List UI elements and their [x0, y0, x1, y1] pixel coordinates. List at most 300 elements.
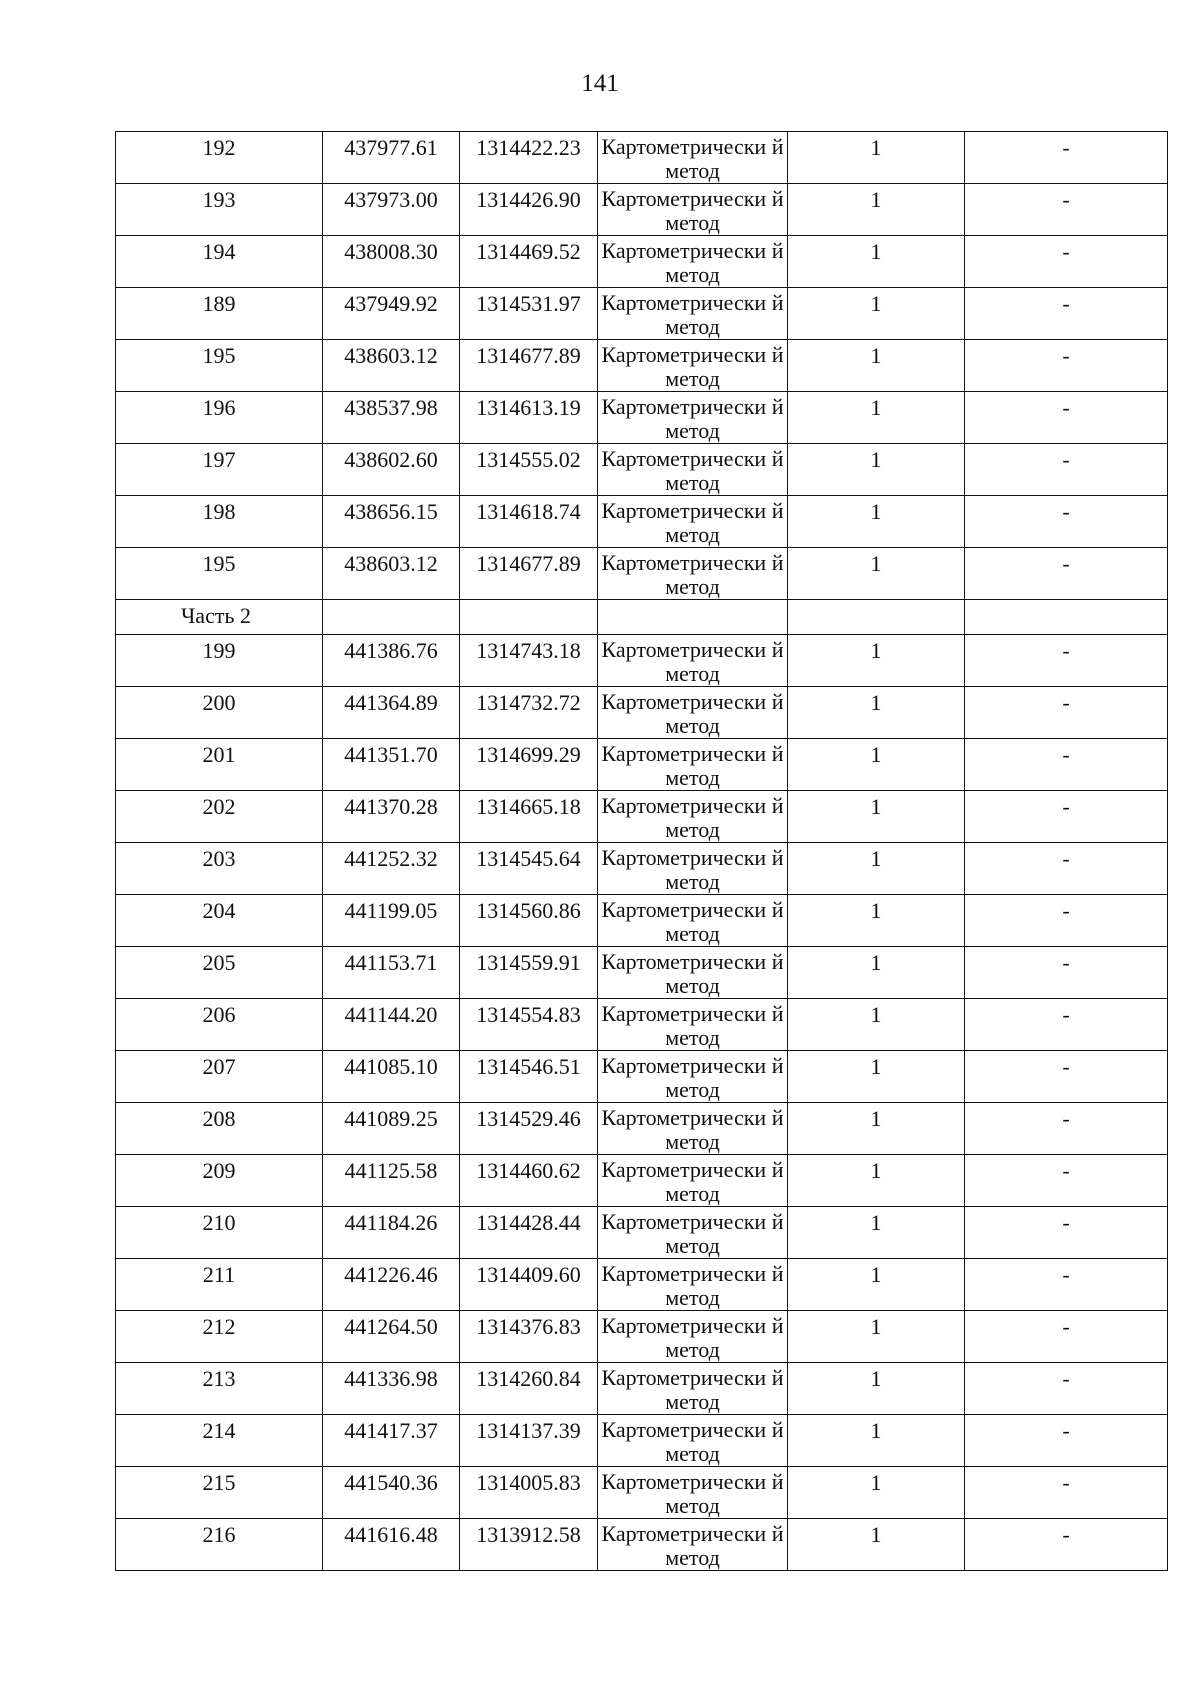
note-cell-text: - — [1062, 1418, 1070, 1443]
method-cell — [598, 236, 788, 288]
note-cell — [965, 1259, 1168, 1311]
point-number-cell — [116, 739, 323, 791]
note-cell-text: - — [1062, 135, 1070, 160]
table-row — [116, 1519, 1168, 1571]
note-cell-text: - — [1062, 1470, 1070, 1495]
accuracy-cell — [788, 288, 965, 340]
table-row — [116, 739, 1168, 791]
accuracy-cell-text: 1 — [870, 1314, 882, 1339]
table-row — [116, 999, 1168, 1051]
table-row — [116, 392, 1168, 444]
note-cell-text: - — [1062, 638, 1070, 663]
note-cell — [965, 392, 1168, 444]
x-coordinate-cell — [323, 444, 460, 496]
accuracy-cell-text: 1 — [870, 499, 882, 524]
y-coordinate-cell-text: 1314677.89 — [476, 551, 581, 576]
note-cell — [965, 1363, 1168, 1415]
x-coordinate-cell — [323, 288, 460, 340]
point-number-cell — [116, 496, 323, 548]
table-row — [116, 1311, 1168, 1363]
point-number-cell — [116, 791, 323, 843]
accuracy-cell — [788, 496, 965, 548]
accuracy-cell-text: 1 — [870, 343, 882, 368]
y-coordinate-cell-text: 1314560.86 — [476, 898, 581, 923]
accuracy-cell — [788, 791, 965, 843]
note-cell-text: - — [1062, 1054, 1070, 1079]
table-row — [116, 496, 1168, 548]
section-row — [116, 600, 1168, 635]
note-cell — [965, 236, 1168, 288]
accuracy-cell-text: 1 — [870, 1002, 882, 1027]
accuracy-cell — [788, 1311, 965, 1363]
point-number-cell-text: 195 — [202, 343, 236, 368]
y-coordinate-cell — [460, 895, 598, 947]
accuracy-cell — [788, 236, 965, 288]
note-cell — [965, 132, 1168, 184]
x-coordinate-cell-text: 441386.76 — [344, 638, 438, 663]
table-row — [116, 1103, 1168, 1155]
x-coordinate-cell-text: 441153.71 — [344, 950, 438, 975]
y-coordinate-cell — [460, 496, 598, 548]
y-coordinate-cell-text: 1314422.23 — [476, 135, 581, 160]
point-number-cell-text: 198 — [202, 499, 236, 524]
x-coordinate-cell — [323, 548, 460, 600]
method-cell — [598, 1103, 788, 1155]
point-number-cell — [116, 947, 323, 999]
note-cell — [965, 548, 1168, 600]
x-coordinate-cell-text: 441336.98 — [344, 1366, 438, 1391]
table-row — [116, 1415, 1168, 1467]
y-coordinate-cell — [460, 1207, 598, 1259]
y-coordinate-cell-text: 1314699.29 — [476, 742, 581, 767]
y-coordinate-cell — [460, 1363, 598, 1415]
method-cell — [598, 999, 788, 1051]
method-cell-text: Картометрически й метод — [601, 1209, 784, 1258]
accuracy-cell-text: 1 — [870, 1210, 882, 1235]
point-number-cell-text: 196 — [202, 395, 236, 420]
accuracy-cell-text: 1 — [870, 239, 882, 264]
note-cell-text: - — [1062, 1002, 1070, 1027]
x-coordinate-cell — [323, 1467, 460, 1519]
table-row — [116, 791, 1168, 843]
table-row — [116, 236, 1168, 288]
accuracy-cell-text: 1 — [870, 551, 882, 576]
note-cell-text: - — [1062, 1522, 1070, 1547]
accuracy-cell-text: 1 — [870, 1106, 882, 1131]
note-cell-text: - — [1062, 1262, 1070, 1287]
note-cell — [965, 496, 1168, 548]
y-coordinate-cell — [460, 236, 598, 288]
y-coordinate-cell-text: 1314559.91 — [476, 950, 581, 975]
method-cell-text: Картометрически й метод — [601, 793, 784, 842]
note-cell-text: - — [1062, 898, 1070, 923]
y-coordinate-cell — [460, 635, 598, 687]
accuracy-cell-text: 1 — [870, 1522, 882, 1547]
accuracy-cell-text: 1 — [870, 135, 882, 160]
method-cell-text: Картометрически й метод — [601, 897, 784, 946]
y-coordinate-cell — [460, 340, 598, 392]
point-number-cell-text: 201 — [202, 742, 236, 767]
y-coordinate-cell — [460, 999, 598, 1051]
x-coordinate-cell-text: 438008.30 — [344, 239, 438, 264]
point-number-cell — [116, 635, 323, 687]
x-coordinate-cell — [323, 1051, 460, 1103]
x-coordinate-cell-text: 437973.00 — [344, 187, 438, 212]
point-number-cell — [116, 548, 323, 600]
note-cell-text: - — [1062, 395, 1070, 420]
y-coordinate-cell-text: 1314529.46 — [476, 1106, 581, 1131]
accuracy-cell-text: 1 — [870, 638, 882, 663]
method-cell-text: Картометрически й метод — [601, 689, 784, 738]
point-number-cell — [116, 1207, 323, 1259]
table-row — [116, 444, 1168, 496]
y-coordinate-cell — [460, 843, 598, 895]
method-cell-text: Картометрически й метод — [601, 1261, 784, 1310]
accuracy-cell — [788, 548, 965, 600]
note-cell-text: - — [1062, 1314, 1070, 1339]
accuracy-cell-text: 1 — [870, 898, 882, 923]
point-number-cell-text: 212 — [202, 1314, 236, 1339]
accuracy-cell-text: 1 — [870, 1366, 882, 1391]
x-coordinate-cell — [323, 999, 460, 1051]
method-cell-text: Картометрически й метод — [601, 342, 784, 391]
note-cell — [965, 999, 1168, 1051]
y-coordinate-cell-text: 1314732.72 — [476, 690, 581, 715]
point-number-cell-text: 194 — [202, 239, 236, 264]
accuracy-cell — [788, 184, 965, 236]
x-coordinate-cell-text: 441089.25 — [344, 1106, 438, 1131]
accuracy-cell — [788, 687, 965, 739]
note-cell-text: - — [1062, 1158, 1070, 1183]
x-coordinate-cell — [323, 1415, 460, 1467]
point-number-cell — [116, 236, 323, 288]
accuracy-cell-text: 1 — [870, 1262, 882, 1287]
y-coordinate-cell-text: 1314460.62 — [476, 1158, 581, 1183]
point-number-cell-text: 195 — [202, 551, 236, 576]
empty-cell — [460, 600, 598, 635]
point-number-cell-text: 202 — [202, 794, 236, 819]
note-cell-text: - — [1062, 950, 1070, 975]
note-cell — [965, 340, 1168, 392]
accuracy-cell-text: 1 — [870, 846, 882, 871]
method-cell-text: Картометрически й метод — [601, 637, 784, 686]
table-row — [116, 895, 1168, 947]
accuracy-cell — [788, 1415, 965, 1467]
accuracy-cell-text: 1 — [870, 742, 882, 767]
y-coordinate-cell — [460, 184, 598, 236]
method-cell — [598, 392, 788, 444]
point-number-cell — [116, 687, 323, 739]
x-coordinate-cell-text: 441417.37 — [344, 1418, 438, 1443]
note-cell-text: - — [1062, 1210, 1070, 1235]
note-cell — [965, 444, 1168, 496]
accuracy-cell — [788, 999, 965, 1051]
note-cell — [965, 791, 1168, 843]
accuracy-cell-text: 1 — [870, 1054, 882, 1079]
page-number: 141 — [581, 70, 619, 97]
accuracy-cell-text: 1 — [870, 187, 882, 212]
method-cell-text: Картометрически й метод — [601, 1053, 784, 1102]
y-coordinate-cell — [460, 791, 598, 843]
x-coordinate-cell — [323, 1519, 460, 1571]
x-coordinate-cell — [323, 1363, 460, 1415]
method-cell-text: Картометрически й метод — [601, 741, 784, 790]
note-cell — [965, 288, 1168, 340]
note-cell-text: - — [1062, 343, 1070, 368]
accuracy-cell-text: 1 — [870, 690, 882, 715]
note-cell — [965, 895, 1168, 947]
accuracy-cell — [788, 444, 965, 496]
x-coordinate-cell-text: 437977.61 — [344, 135, 438, 160]
table-row — [116, 1207, 1168, 1259]
point-number-cell — [116, 1467, 323, 1519]
y-coordinate-cell-text: 1313912.58 — [476, 1522, 581, 1547]
method-cell — [598, 1207, 788, 1259]
method-cell — [598, 340, 788, 392]
y-coordinate-cell — [460, 1311, 598, 1363]
table-row — [116, 548, 1168, 600]
note-cell — [965, 1155, 1168, 1207]
y-coordinate-cell — [460, 687, 598, 739]
table-row — [116, 1051, 1168, 1103]
point-number-cell-text: 214 — [202, 1418, 236, 1443]
x-coordinate-cell-text: 438537.98 — [344, 395, 438, 420]
note-cell — [965, 184, 1168, 236]
point-number-cell-text: 213 — [202, 1366, 236, 1391]
y-coordinate-cell — [460, 132, 598, 184]
accuracy-cell-text: 1 — [870, 1418, 882, 1443]
section-label: Часть 2 — [181, 603, 251, 628]
method-cell — [598, 548, 788, 600]
accuracy-cell-text: 1 — [870, 395, 882, 420]
y-coordinate-cell — [460, 392, 598, 444]
coordinates-table — [115, 131, 1168, 1571]
y-coordinate-cell-text: 1314260.84 — [476, 1366, 581, 1391]
method-cell — [598, 791, 788, 843]
method-cell-text: Картометрически й метод — [601, 1313, 784, 1362]
point-number-cell-text: 205 — [202, 950, 236, 975]
point-number-cell-text: 210 — [202, 1210, 236, 1235]
point-number-cell-text: 203 — [202, 846, 236, 871]
point-number-cell-text: 200 — [202, 690, 236, 715]
x-coordinate-cell — [323, 739, 460, 791]
accuracy-cell-text: 1 — [870, 950, 882, 975]
accuracy-cell — [788, 1207, 965, 1259]
y-coordinate-cell-text: 1314469.52 — [476, 239, 581, 264]
x-coordinate-cell-text: 438602.60 — [344, 447, 438, 472]
x-coordinate-cell-text: 441370.28 — [344, 794, 438, 819]
method-cell-text: Картометрически й метод — [601, 238, 784, 287]
method-cell — [598, 739, 788, 791]
point-number-cell-text: 207 — [202, 1054, 236, 1079]
method-cell — [598, 1467, 788, 1519]
point-number-cell-text: 197 — [202, 447, 236, 472]
point-number-cell-text: 189 — [202, 291, 236, 316]
point-number-cell — [116, 1519, 323, 1571]
accuracy-cell-text: 1 — [870, 1470, 882, 1495]
point-number-cell — [116, 1259, 323, 1311]
x-coordinate-cell — [323, 236, 460, 288]
x-coordinate-cell — [323, 895, 460, 947]
table-row — [116, 947, 1168, 999]
note-cell-text: - — [1062, 1366, 1070, 1391]
x-coordinate-cell-text: 441199.05 — [344, 898, 438, 923]
y-coordinate-cell — [460, 288, 598, 340]
y-coordinate-cell — [460, 1051, 598, 1103]
method-cell-text: Картометрически й метод — [601, 1157, 784, 1206]
x-coordinate-cell — [323, 1311, 460, 1363]
y-coordinate-cell-text: 1314554.83 — [476, 1002, 581, 1027]
x-coordinate-cell-text: 437949.92 — [344, 291, 438, 316]
accuracy-cell — [788, 947, 965, 999]
point-number-cell — [116, 288, 323, 340]
table-row — [116, 1363, 1168, 1415]
y-coordinate-cell-text: 1314005.83 — [476, 1470, 581, 1495]
note-cell-text: - — [1062, 447, 1070, 472]
x-coordinate-cell — [323, 1103, 460, 1155]
method-cell — [598, 1363, 788, 1415]
method-cell — [598, 288, 788, 340]
y-coordinate-cell — [460, 444, 598, 496]
x-coordinate-cell — [323, 132, 460, 184]
note-cell — [965, 1311, 1168, 1363]
method-cell — [598, 1051, 788, 1103]
accuracy-cell — [788, 1051, 965, 1103]
method-cell-text: Картометрически й метод — [601, 1417, 784, 1466]
table-row — [116, 1467, 1168, 1519]
point-number-cell — [116, 184, 323, 236]
note-cell-text: - — [1062, 551, 1070, 576]
accuracy-cell — [788, 1519, 965, 1571]
note-cell — [965, 1519, 1168, 1571]
x-coordinate-cell-text: 441264.50 — [344, 1314, 438, 1339]
method-cell — [598, 444, 788, 496]
x-coordinate-cell-text: 441616.48 — [344, 1522, 438, 1547]
method-cell — [598, 1519, 788, 1571]
y-coordinate-cell-text: 1314665.18 — [476, 794, 581, 819]
empty-cell — [323, 600, 460, 635]
x-coordinate-cell-text: 441252.32 — [344, 846, 438, 871]
y-coordinate-cell-text: 1314618.74 — [476, 499, 581, 524]
note-cell — [965, 1415, 1168, 1467]
table-row — [116, 288, 1168, 340]
note-cell-text: - — [1062, 187, 1070, 212]
method-cell-text: Картометрически й метод — [601, 134, 784, 183]
note-cell — [965, 1103, 1168, 1155]
method-cell — [598, 635, 788, 687]
x-coordinate-cell — [323, 340, 460, 392]
x-coordinate-cell — [323, 496, 460, 548]
x-coordinate-cell-text: 441144.20 — [344, 1002, 438, 1027]
table-row — [116, 635, 1168, 687]
y-coordinate-cell-text: 1314409.60 — [476, 1262, 581, 1287]
y-coordinate-cell-text: 1314376.83 — [476, 1314, 581, 1339]
point-number-cell-text: 208 — [202, 1106, 236, 1131]
note-cell-text: - — [1062, 794, 1070, 819]
x-coordinate-cell — [323, 843, 460, 895]
point-number-cell — [116, 1415, 323, 1467]
table-row — [116, 1259, 1168, 1311]
note-cell-text: - — [1062, 239, 1070, 264]
accuracy-cell-text: 1 — [870, 794, 882, 819]
y-coordinate-cell-text: 1314428.44 — [476, 1210, 581, 1235]
y-coordinate-cell-text: 1314546.51 — [476, 1054, 581, 1079]
x-coordinate-cell — [323, 947, 460, 999]
point-number-cell — [116, 1155, 323, 1207]
y-coordinate-cell — [460, 1415, 598, 1467]
note-cell — [965, 1207, 1168, 1259]
x-coordinate-cell-text: 441351.70 — [344, 742, 438, 767]
point-number-cell-text: 204 — [202, 898, 236, 923]
method-cell — [598, 843, 788, 895]
section-label-cell — [116, 600, 323, 635]
note-cell-text: - — [1062, 1106, 1070, 1131]
y-coordinate-cell-text: 1314613.19 — [476, 395, 581, 420]
accuracy-cell-text: 1 — [870, 447, 882, 472]
accuracy-cell — [788, 843, 965, 895]
empty-cell — [788, 600, 965, 635]
point-number-cell — [116, 1103, 323, 1155]
method-cell — [598, 1311, 788, 1363]
note-cell — [965, 1051, 1168, 1103]
x-coordinate-cell — [323, 791, 460, 843]
method-cell-text: Картометрически й метод — [601, 1001, 784, 1050]
point-number-cell — [116, 444, 323, 496]
method-cell-text: Картометрически й метод — [601, 1365, 784, 1414]
note-cell-text: - — [1062, 291, 1070, 316]
note-cell-text: - — [1062, 846, 1070, 871]
table-row — [116, 132, 1168, 184]
y-coordinate-cell — [460, 1519, 598, 1571]
y-coordinate-cell-text: 1314743.18 — [476, 638, 581, 663]
x-coordinate-cell — [323, 635, 460, 687]
point-number-cell — [116, 1051, 323, 1103]
point-number-cell-text: 192 — [202, 135, 236, 160]
table-row — [116, 1155, 1168, 1207]
note-cell — [965, 1467, 1168, 1519]
method-cell — [598, 496, 788, 548]
y-coordinate-cell — [460, 548, 598, 600]
point-number-cell — [116, 132, 323, 184]
x-coordinate-cell — [323, 392, 460, 444]
method-cell-text: Картометрически й метод — [601, 1469, 784, 1518]
y-coordinate-cell — [460, 947, 598, 999]
empty-cell — [965, 600, 1168, 635]
accuracy-cell — [788, 895, 965, 947]
method-cell-text: Картометрически й метод — [601, 186, 784, 235]
point-number-cell-text: 215 — [202, 1470, 236, 1495]
table-row — [116, 843, 1168, 895]
table-row — [116, 687, 1168, 739]
point-number-cell — [116, 895, 323, 947]
point-number-cell — [116, 1311, 323, 1363]
y-coordinate-cell-text: 1314545.64 — [476, 846, 581, 871]
y-coordinate-cell-text: 1314426.90 — [476, 187, 581, 212]
point-number-cell-text: 193 — [202, 187, 236, 212]
x-coordinate-cell-text: 441364.89 — [344, 690, 438, 715]
y-coordinate-cell — [460, 1103, 598, 1155]
accuracy-cell — [788, 1155, 965, 1207]
y-coordinate-cell-text: 1314531.97 — [476, 291, 581, 316]
x-coordinate-cell — [323, 184, 460, 236]
accuracy-cell — [788, 1259, 965, 1311]
method-cell-text: Картометрически й метод — [601, 290, 784, 339]
accuracy-cell — [788, 1103, 965, 1155]
note-cell-text: - — [1062, 690, 1070, 715]
method-cell-text: Картометрически й метод — [601, 498, 784, 547]
x-coordinate-cell-text: 441085.10 — [344, 1054, 438, 1079]
point-number-cell — [116, 392, 323, 444]
